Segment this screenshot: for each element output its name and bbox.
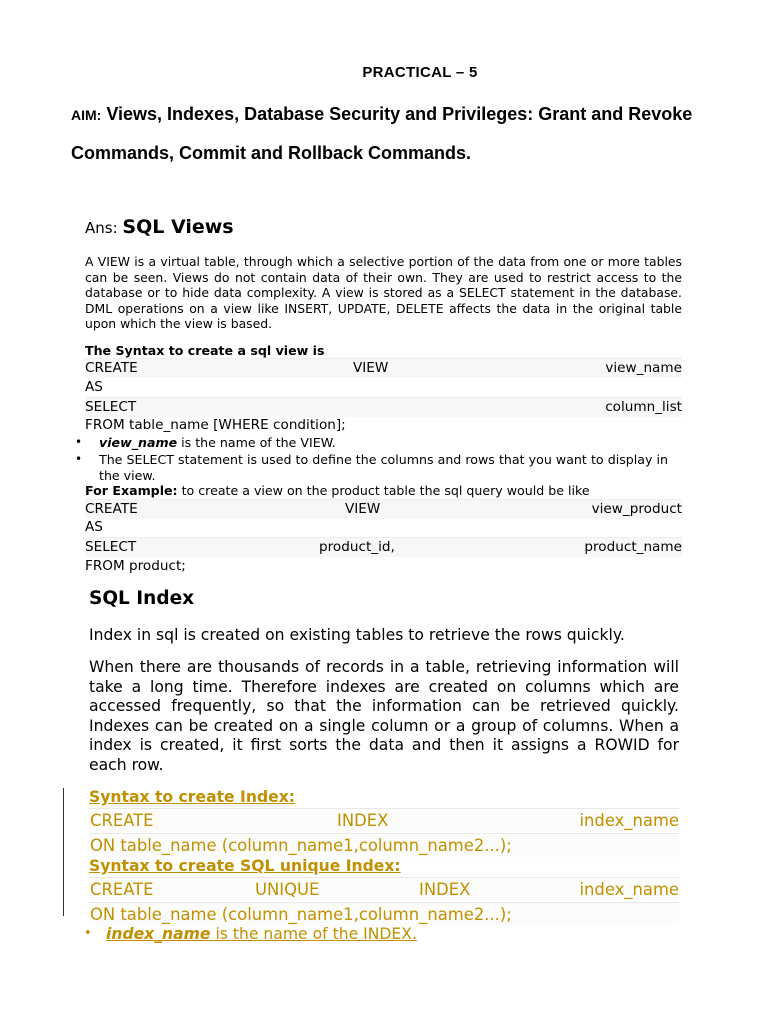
index-bullet: [106, 925, 417, 943]
unique-index-keyword: INDEX: [419, 880, 471, 899]
index-name: index_name: [579, 811, 679, 830]
unique-index-row-2: [89, 902, 679, 926]
example-text: to create a view on the product table the sql query would be like: [177, 483, 590, 498]
bullet-dot: •: [75, 435, 83, 449]
views-paragraph: A VIEW is a virtual table, through which a selective portion of the data from one or more tables can be seen. Views do not contain data of their own. They are used to restrict access to the database or to hide data complexity. A view is stored as a SELECT statement in the database. DML operations on a view like INSERT, UPDATE, DELETE affects the data in the original table upon which the view is based.: [85, 254, 682, 332]
index-paragraph-1: Index in sql is created on existing tables to retrieve the rows quickly.: [89, 626, 625, 644]
index-name-term: index_name: [106, 925, 211, 943]
views-bullet-2: The SELECT statement is used to define the columns and rows that you want to display in the view.: [99, 452, 668, 483]
index-bullet-dot: •: [84, 926, 92, 941]
index-syntax-row-2: [89, 833, 679, 857]
unique-index-syntax-heading: Syntax to create SQL unique Index:: [89, 857, 401, 875]
views-heading: SQL Views: [122, 216, 234, 238]
example-label: For Example:: [85, 483, 178, 498]
syntax-view: VIEW: [353, 360, 389, 376]
view-name-desc: is the name of the VIEW.: [177, 435, 336, 450]
example-view: VIEW: [345, 501, 381, 517]
unique-keyword: UNIQUE: [255, 880, 320, 899]
aim-line-2: Commands, Commit and Rollback Commands.: [71, 143, 472, 163]
views-syntax-row-2: [85, 378, 682, 397]
aim-line-1: [71, 104, 711, 125]
syntax-select: SELECT: [85, 399, 137, 415]
index-syntax-heading: Syntax to create Index:: [89, 788, 295, 806]
example-row-1: [85, 499, 682, 519]
views-heading-line: [85, 216, 234, 238]
example-product-name: product_name: [584, 539, 682, 555]
unique-create: CREATE: [90, 880, 154, 899]
syntax-view-name: view_name: [605, 360, 682, 376]
example-row-4: [85, 557, 682, 576]
unique-index-row-1: [89, 877, 679, 901]
unique-index-name: index_name: [579, 880, 679, 899]
example-view-product: view_product: [591, 501, 682, 517]
view-name-term: view_name: [99, 435, 178, 450]
example-row-2: [85, 518, 682, 537]
index-heading: SQL Index: [89, 588, 195, 609]
views-syntax-row-3: [85, 397, 682, 417]
index-on-table: ON table_name (column_name1,column_name2...);: [90, 836, 512, 855]
example-row-3: [85, 537, 682, 557]
syntax-create: CREATE: [85, 360, 138, 376]
syntax-from: FROM table_name [WHERE condition];: [85, 417, 346, 433]
views-syntax-row-4: [85, 416, 682, 435]
example-product-id: product_id,: [319, 539, 395, 555]
index-paragraph-2: When there are thousands of records in a table, retrieving information will take a long time. Therefore indexes are created on columns which are accessed frequently, so that the information can be retrieved quickly. Indexes can be created on a single column or a group of columns. When a index is created, it first sorts the data and then it assigns a ROWID for each row.: [89, 658, 679, 774]
page-title: PRACTICAL – 5: [362, 64, 478, 81]
bullet-dot: •: [75, 452, 83, 466]
example-select: SELECT: [85, 539, 137, 555]
views-syntax-row-1: [85, 358, 682, 378]
views-bullet-1: [99, 435, 668, 451]
example-line: [85, 483, 590, 498]
views-syntax-heading: The Syntax to create a sql view is: [85, 343, 325, 358]
revision-bar: [63, 788, 64, 916]
example-as: AS: [85, 519, 103, 535]
index-syntax-row-1: [89, 808, 679, 832]
index-create: CREATE: [90, 811, 154, 830]
aim-text-1: Views, Indexes, Database Security and Privileges: Grant and Revoke: [106, 104, 693, 124]
ans-label: Ans:: [85, 219, 118, 237]
example-from: FROM product;: [85, 558, 186, 574]
syntax-column-list: column_list: [605, 399, 682, 415]
syntax-as: AS: [85, 379, 103, 395]
index-keyword: INDEX: [337, 811, 389, 830]
unique-on-table: ON table_name (column_name1,column_name2...);: [90, 905, 512, 924]
example-create: CREATE: [85, 501, 138, 517]
aim-label: AIM:: [71, 107, 102, 123]
index-name-desc: is the name of the INDEX.: [210, 925, 417, 943]
